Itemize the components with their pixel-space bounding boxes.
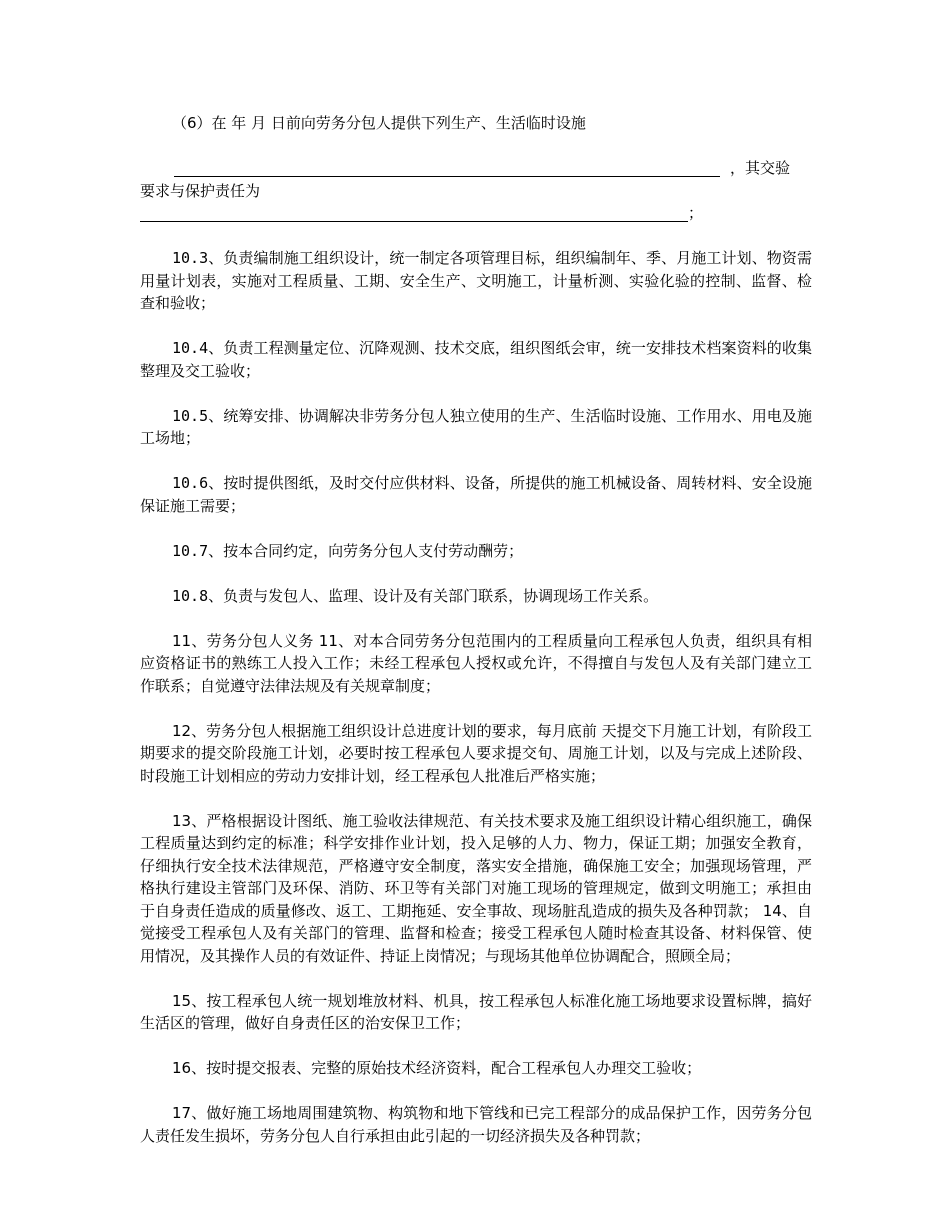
fill-in-line-facilities (140, 157, 812, 180)
clause-text: 、按本合同约定，向劳务分包人支付劳动酬劳； (208, 541, 524, 560)
clause-number: 10.5 (172, 406, 209, 425)
spacer (140, 517, 812, 540)
paragraph-15: 15、按工程承包人统一规划堆放材料、机具，按工程承包人标准化施工场地要求设置标牌，搞好生活区的管理，做好自身责任区的治安保卫工作； (140, 991, 812, 1032)
paragraph-10-3 (140, 247, 812, 315)
paragraph-6-end: ； (688, 204, 704, 222)
paragraph-10-7 (140, 540, 812, 563)
paragraph-12: 12、劳务分包人根据施工组织设计总进度计划的要求，每月底前 天提交下月施工计划，有阶段工期要求的提交阶段施工计划，必要时按工程承包人要求提交旬、周施工计划，以及与完成上述阶段、时段施工计划相应的劳动力安排计划，经工程承包人批准后严格实施； (140, 721, 812, 785)
spacer (140, 697, 812, 720)
paragraph-6: （6）在 年 月 日前向劳务分包人提供下列生产、生活临时设施 (172, 114, 586, 132)
paragraph-6-tail: ，其交验 (730, 159, 791, 177)
clause-text: 、统筹安排、协调解决非劳务分包人独立使用的生产、生活临时设施、工作用水、用电及施工场地； (140, 406, 812, 447)
clause-text: 、按时提供图纸，及时交付应供材料、设备，所提供的施工机械设备、周转材料、安全设施保证施工需要； (140, 474, 812, 515)
spacer (140, 607, 812, 630)
paragraph-17: 17、做好施工场地周围建筑物、构筑物和地下管线和已完工程部分的成品保护工作，因劳务分包人责任发生损坏，劳务分包人自行承担由此引起的一切经济损失及各种罚款； (140, 1104, 812, 1145)
blank-underline[interactable] (140, 202, 688, 222)
paragraph-10-6 (140, 472, 812, 517)
clause-number: 10.6 (172, 474, 209, 492)
clause-number: 10.8 (172, 586, 209, 605)
spacer (140, 787, 812, 810)
spacer (140, 315, 812, 338)
spacer (140, 382, 812, 405)
clause-number: 10.7 (172, 541, 209, 560)
spacer (140, 1080, 812, 1103)
paragraph-6-line2: 要求与保护责任为 (140, 181, 261, 200)
clause-text: 、负责工程测量定位、沉降观测、技术交底，组织图纸会审，统一安排技术档案资料的收集整理及交工验收； (140, 339, 812, 380)
paragraph-16: 16、按时提交报表、完整的原始技术经济资料，配合工程承包人办理交工验收； (172, 1059, 702, 1077)
spacer (140, 1035, 812, 1058)
clause-text: 、负责编制施工组织设计，统一制定各项管理目标，组织编制年、季、月施工计划、物资需用量计划表，实施对工程质量、工期、安全生产、文明施工，计量析测、实验化验的控制、监督、检查和验收； (140, 249, 812, 312)
fill-in-line-responsibility (140, 202, 812, 225)
spacer (140, 562, 812, 585)
paragraph-10-8 (140, 585, 812, 608)
document-page (140, 112, 812, 1147)
spacer (140, 450, 812, 473)
paragraph-11: 11、劳务分包人义务 11、对本合同劳务分包范围内的工程质量向工程承包人负责，组织具有相应资格证书的熟练工人投入工作；未经工程承包人授权或允许，不得擅自与发包人及有关部门建立工作联系；自觉遵守法律法规及有关规章制度； (140, 631, 812, 695)
blank-underline[interactable] (174, 157, 720, 177)
spacer (140, 967, 812, 990)
paragraph-10-5 (140, 405, 812, 450)
paragraph-10-4 (140, 337, 812, 382)
clause-text: 、负责与发包人、监理、设计及有关部门联系，协调现场工作关系。 (208, 586, 659, 605)
clause-number: 10.3 (172, 249, 209, 267)
spacer (140, 135, 812, 158)
spacer (140, 225, 812, 248)
paragraph-13: 13、严格根据设计图纸、施工验收法律规范、有关技术要求及施工组织设计精心组织施工，确保工程质量达到约定的标准；科学安排作业计划，投入足够的人力、物力，保证工期；加强安全教育，仔细执行安全技术法律规范，严格遵守安全制度，落实安全措施，确保施工安全；加强现场管理，严格执行建设主管部门及环保、消防、环卫等有关部门对施工现场的管理规定，做到文明施工；承担由于自身责任造成的质量修改、返工、工期拖延、安全事故、现场脏乱造成的损失及各种罚款； 14、自觉接受工程承包人及有关部门的管理、监督和检查；接受工程承包人随时检查其设备、材料保管、使用情况，及其操作人员的有效证件、持证上岗情况；与现场其他单位协调配合，照顾全局； (140, 811, 812, 965)
clause-number: 10.4 (172, 339, 209, 357)
